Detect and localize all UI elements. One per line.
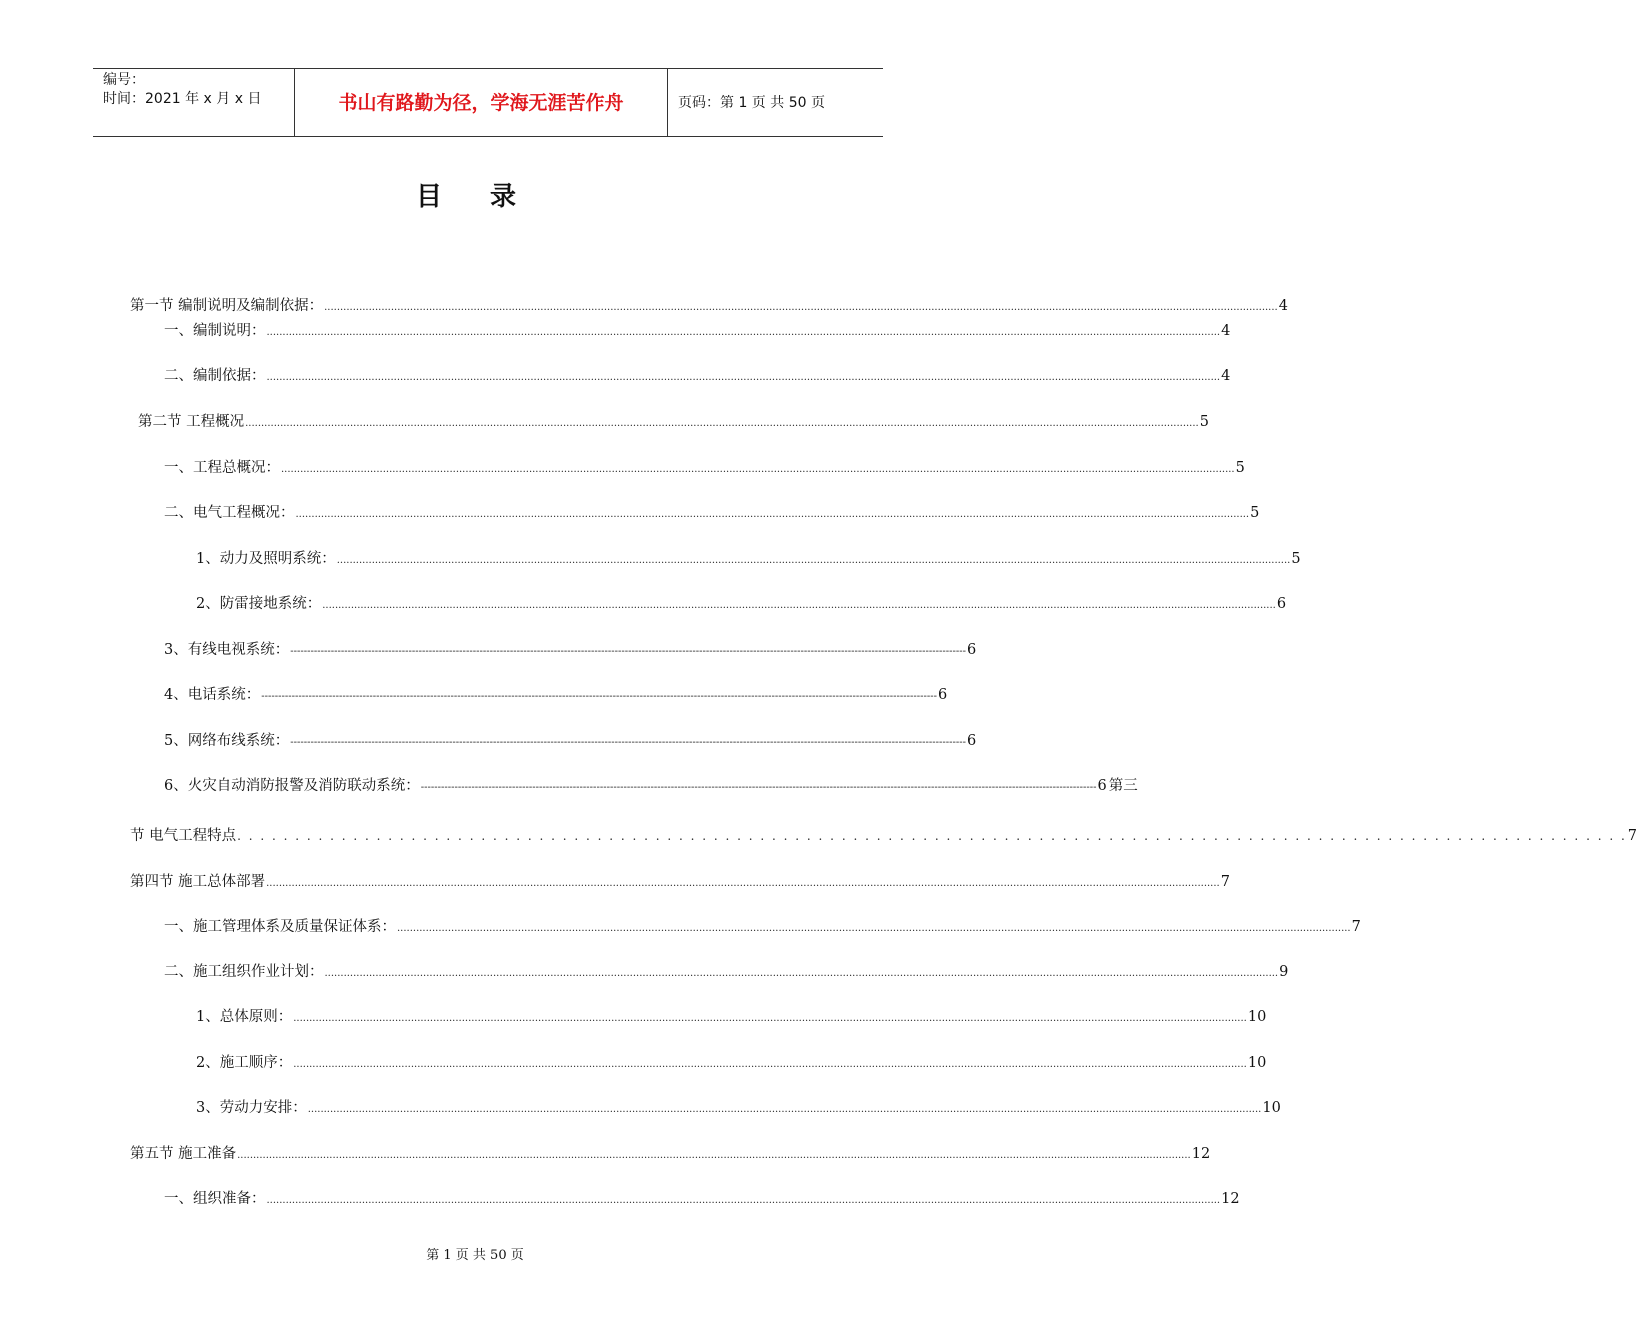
toc-entry-title: 第一节 编制说明及编制依据： bbox=[130, 298, 324, 314]
toc-entry-title: 第五节 施工准备 bbox=[130, 1146, 237, 1162]
toc-leader: -------------------------------------------------------------------------------------------------------------------------------------------------------------------------------------------------------- bbox=[420, 782, 1097, 793]
toc-entry-title: 二、电气工程概况： bbox=[164, 505, 295, 521]
toc-entry-title: 4、电话系统： bbox=[164, 687, 261, 703]
toc-leader: ............................................................................................................................................................................................................................................................................................................ bbox=[266, 327, 1221, 338]
toc-entry[interactable] bbox=[164, 917, 1361, 939]
toc-entry[interactable] bbox=[196, 1007, 1267, 1029]
toc-leader: -------------------------------------------------------------------------------------------------------------------------------------------------------------------------------------------------------- bbox=[290, 646, 967, 657]
page-title: 目录 bbox=[415, 182, 564, 212]
toc-entry-title: 一、施工管理体系及质量保证体系： bbox=[164, 919, 396, 935]
toc-entry[interactable] bbox=[164, 962, 1289, 984]
toc-page-number: 6 bbox=[967, 733, 977, 749]
toc-page-number: 5 bbox=[1291, 551, 1301, 567]
toc-leader: -------------------------------------------------------------------------------------------------------------------------------------------------------------------------------------------------------- bbox=[261, 691, 938, 702]
toc-page-number: 6 bbox=[938, 687, 948, 703]
toc-entry[interactable] bbox=[164, 458, 1245, 480]
toc-page-number: 5 bbox=[1235, 460, 1245, 476]
toc-page-number: 10 bbox=[1262, 1100, 1281, 1116]
toc-entry-title: 3、有线电视系统： bbox=[164, 642, 290, 658]
toc-leader: ............................................................................................................................................................................................................................................................................................................ bbox=[322, 600, 1276, 611]
toc-leader: ............................................................................................................................................................................................................................................................................................................ bbox=[281, 464, 1235, 475]
toc-entry-title: 节 电气工程特点 bbox=[130, 828, 237, 844]
toc-entry[interactable] bbox=[164, 731, 977, 753]
toc-entry-title: 一、组织准备： bbox=[164, 1191, 266, 1207]
toc-leader: ............................................................................................................................................................................................................................................................................................................ bbox=[307, 1104, 1262, 1115]
toc-entry-title: 2、施工顺序： bbox=[196, 1055, 293, 1071]
toc-leader: ............................................................................................................................................................................................................................................................................................................ bbox=[397, 923, 1351, 934]
toc-page-number: 5 bbox=[1199, 414, 1209, 430]
toc-page-number: 5 bbox=[1250, 505, 1260, 521]
toc-leader: ............................................................................................................................................................................................................................................................................................................ bbox=[336, 555, 1291, 566]
toc-page-number: 4 bbox=[1278, 298, 1288, 314]
toc-leader: ............................................................................................................................................................................................................................................................................................................ bbox=[324, 302, 1278, 313]
toc-leader: -------------------------------------------------------------------------------------------------------------------------------------------------------------------------------------------------------- bbox=[290, 737, 967, 748]
toc-entry[interactable] bbox=[164, 685, 948, 707]
toc-leader: ............................................................................................................................................................................................................................................................................................................ bbox=[293, 1059, 1247, 1070]
toc-leader: ............................................................................................................................................................................................................................................................................................................ bbox=[266, 878, 1220, 889]
toc-page-number: 4 bbox=[1221, 368, 1231, 384]
toc-entry[interactable] bbox=[164, 366, 1231, 388]
toc-page-number: 12 bbox=[1191, 1146, 1211, 1162]
document-number-label: 编号： bbox=[103, 72, 145, 88]
toc-leader: ............................................................................................................................................................................................................................................................................................................ bbox=[237, 1150, 1191, 1161]
toc-page-number: 7 bbox=[1627, 828, 1637, 844]
header-page-code: 页码：第 1 页 共 50 页 bbox=[678, 95, 825, 111]
toc-entry-title: 6、火灾自动消防报警及消防联动系统： bbox=[164, 778, 420, 794]
toc-entry-title: 5、网络布线系统： bbox=[164, 733, 290, 749]
toc-entry[interactable] bbox=[164, 640, 977, 662]
document-time-label: 时间：2021 年 x 月 x 日 bbox=[103, 91, 262, 107]
toc-entry[interactable] bbox=[130, 826, 1637, 846]
toc-entry-title: 1、动力及照明系统： bbox=[196, 551, 336, 567]
toc-leader: ............................................................................................................................................................................................................................................................................................................ bbox=[293, 1013, 1247, 1024]
toc-page-number: 10 bbox=[1247, 1055, 1267, 1071]
toc-entry[interactable] bbox=[196, 1098, 1281, 1120]
toc-entry-title: 第二节 工程概况 bbox=[138, 414, 245, 430]
toc-leader: ............................................................................................................................................................................................................................................................................................................ bbox=[266, 1195, 1221, 1206]
toc-leader: ............................................................................................................................................................................................................................................................................................................ bbox=[266, 372, 1221, 383]
toc-entry[interactable] bbox=[164, 503, 1260, 525]
toc-page-number: 6 bbox=[1276, 596, 1287, 612]
toc-entry-title: 第四节 施工总体部署 bbox=[130, 874, 266, 890]
toc-entry[interactable] bbox=[196, 594, 1287, 616]
toc-page-number: 12 bbox=[1221, 1191, 1240, 1207]
toc-page-number: 7 bbox=[1220, 874, 1230, 890]
toc-entry[interactable] bbox=[196, 1053, 1267, 1075]
toc-entry[interactable] bbox=[164, 776, 1138, 798]
toc-leader: ............................................................................................................................................................................................................................................................................................................ bbox=[245, 418, 1199, 429]
toc-leader: ............................................................................................................................................................................................................................................................................................................ bbox=[295, 509, 1250, 520]
toc-entry-title: 3、劳动力安排： bbox=[196, 1100, 307, 1116]
toc-entry-title: 一、工程总概况： bbox=[164, 460, 280, 476]
toc-page-number: 10 bbox=[1247, 1009, 1267, 1025]
toc-entry[interactable] bbox=[138, 412, 1209, 434]
toc-entry-title: 二、编制依据： bbox=[164, 368, 266, 384]
toc-entry[interactable] bbox=[130, 872, 1230, 894]
toc-leader: ............................................................................................................................................................................................................................................................................................................ bbox=[324, 968, 1279, 979]
page-footer: 第 1 页 共 50 页 bbox=[426, 1248, 524, 1263]
toc-page-number: 7 bbox=[1351, 919, 1361, 935]
toc-entry[interactable] bbox=[164, 1189, 1240, 1211]
toc-entry[interactable] bbox=[164, 321, 1231, 343]
toc-entry-title: 2、防雷接地系统： bbox=[196, 596, 322, 612]
toc-page-number: 9 bbox=[1279, 964, 1289, 980]
toc-page-number: 4 bbox=[1221, 323, 1231, 339]
toc-entry[interactable] bbox=[196, 549, 1301, 571]
toc-entry-title: 一、编制说明： bbox=[164, 323, 266, 339]
toc-entry[interactable] bbox=[130, 1144, 1211, 1166]
toc-entry-continuation: 第三 bbox=[1108, 778, 1138, 794]
toc-page-number: 6 bbox=[967, 642, 977, 658]
toc-entry-title: 1、总体原则： bbox=[196, 1009, 293, 1025]
toc-entry-title: 二、施工组织作业计划： bbox=[164, 964, 324, 980]
toc-page-number: 6 bbox=[1097, 778, 1107, 794]
toc-entry[interactable] bbox=[130, 296, 1288, 318]
toc-leader: . . . . . . . . . . . . . . . . . . . . . . . . . . . . . . . . . . . . . . . . . . . . . . . . . . . . . . . . . . . . . . . . . . . . . . . . . . . . . . . . . . . . . . . . . . . . . . . . . . . . . . . . . . . . . . . . . . . . . . . . bbox=[237, 829, 1627, 843]
header-motto: 书山有路勤为径，学海无涯苦作舟 bbox=[338, 92, 624, 114]
